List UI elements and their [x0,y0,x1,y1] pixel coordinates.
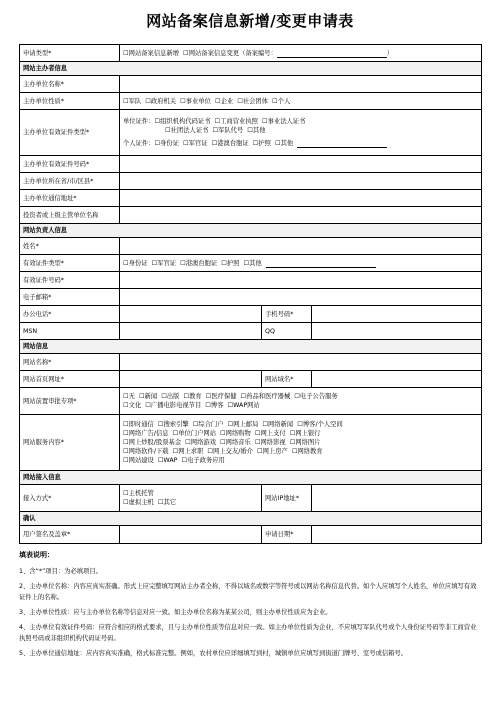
options-access-2 [123,498,258,507]
checkbox-option[interactable]: ☐文化 [123,402,142,409]
field-host-cert-no[interactable] [120,156,482,173]
label-access-mode: 接入方式* [20,485,120,512]
application-form-table [19,44,482,544]
checkbox-option[interactable]: ☐政府机关 [145,97,177,105]
label-site-name: 网站名称* [20,354,120,371]
instruction-item: 3、主办单位性质：应与主办单位名称等信息对应一致。如主办单位名称为某某公司，则主办单位性质应为企业。 [19,609,332,616]
label-investor: 投资者或上级主管单位名称 [20,207,120,224]
checkbox-option[interactable]: ☐社团法人证书 [165,127,209,134]
label-mobile: 手机号码* [262,306,312,323]
instructions-heading: 填表说明： [19,551,54,559]
checkbox-option[interactable]: ☐事业单位 [180,97,211,105]
label-host-region: 主办单位所在省/市/区县* [20,173,120,190]
checkbox-option[interactable]: ☐新闻 [138,393,158,400]
options-host-nature [120,93,482,110]
checkbox-option[interactable]: ☐网上交友/婚介 [207,448,253,455]
checkbox-option[interactable]: ☐教育 [183,393,202,400]
checkbox-option[interactable]: ☐工商营业执照 [214,118,258,125]
checkbox-option[interactable]: ☐护照 [252,140,271,147]
field-owner-email[interactable] [120,289,482,306]
label-site-domain: 网站域名* [262,371,312,388]
checkbox-option[interactable]: ☐其它 [157,499,177,506]
checkbox-option[interactable]: ☐无 [123,393,135,400]
checkbox-option[interactable]: ☐搜索引擎 [157,421,189,428]
label-owner-cert-no: 有效证件号码* [20,272,120,289]
checkbox-option[interactable]: ☐网络游戏 [185,439,216,446]
checkbox-option[interactable]: ☐网站建设 [123,457,154,464]
unit-cert-label: 单位证件： [123,118,155,125]
person-cert-label: 个人证件： [123,140,155,147]
field-msn[interactable] [120,323,262,340]
form-title: 网站备案信息新增/变更申请表 [146,12,354,30]
checkbox-option[interactable]: ☐网上炒股/股票基金 [123,439,182,446]
paren-close: ） [386,49,394,57]
checkbox-option[interactable]: ☐WAP网站 [227,402,260,409]
section-confirm: 确认 [20,512,482,526]
label-apply-type: 申请类型* [20,45,120,62]
field-host-name[interactable] [120,76,482,93]
instructions [19,550,481,663]
label-ip-addr: 网站IP地址* [262,485,312,512]
checkbox-option[interactable]: ☐港澳台胞证 [180,259,218,267]
options-service-1 [123,420,478,429]
checkbox-option[interactable]: ☐港澳台胞证 [211,140,249,147]
checkbox-option[interactable]: ☐组织机构代码证书 [154,118,211,125]
checkbox-option[interactable]: ☐身份证 [154,140,180,147]
options-service-4 [123,447,478,456]
label-msn: MSN [20,323,120,340]
checkbox-option[interactable]: ☐出版 [161,393,180,400]
checkbox-option[interactable]: ☐网上求职 [172,448,204,455]
checkbox-option[interactable]: ☐其他 [247,127,266,134]
row-apply-type [20,45,482,62]
checkbox-option[interactable]: ☐主机托管 [123,490,154,497]
checkbox-option[interactable]: ☐其他 [274,140,294,147]
field-owner-cert-no[interactable] [120,272,482,289]
label-owner-cert-type: 有效证件类型* [20,255,120,272]
label-host-cert-no: 主办单位有效证件号码* [20,156,120,173]
checkbox[interactable]: ☐ [183,49,189,57]
field-site-name[interactable] [120,354,482,371]
checkbox-option[interactable]: ☐身份证 [123,259,148,267]
checkbox-option[interactable]: ☐事业法人证书 [261,118,306,125]
options-access-1 [123,489,258,498]
checkbox-option[interactable]: ☐网络新闻 [262,421,294,428]
checkbox-option[interactable]: ☐电子公告服务 [294,393,338,400]
owner-other-cert-field[interactable] [266,261,376,268]
field-host-address[interactable] [120,190,482,207]
label-pre-approval: 网站前置审批专项* [20,388,120,415]
checkbox-option[interactable]: ☐WAP [157,457,178,464]
checkbox-option[interactable]: ☐虚拟主机 [123,499,154,506]
label-owner-email: 电子邮箱* [20,289,120,306]
options-service-3 [123,438,478,447]
checkbox-option[interactable]: ☐网上房产 [256,448,288,455]
options-unit-cert-1 [154,118,309,125]
checkbox-option[interactable]: ☐社会团体 [237,97,269,105]
field-ip-addr[interactable] [312,485,482,512]
checkbox-option[interactable]: ☐网络广告/信息 [123,430,169,437]
options-person-cert [154,140,297,147]
instruction-item: 1、含“*”项目：为必填项目。 [19,568,102,575]
label-host-address: 主办单位通信地址* [20,190,120,207]
field-owner-name[interactable] [120,238,482,255]
checkbox-option[interactable]: ☐网上邮局 [227,421,259,428]
instruction-item: 5、主办单位通信地址：应内容真实准确，格式标准完整。例如，农村单位应详细填写到村，城镇单位应填写到街道门牌号、室号或信箱号。 [19,650,408,657]
checkbox-option[interactable]: ☐个人 [272,97,291,105]
checkbox-option[interactable]: ☐网络购物 [220,430,251,437]
instruction-item: 4、主办单位有效证件号码：应符合相应的格式要求，且与主办单位性质等信息对应一致。如主办单位性质为企业，不应填写军队代号或个人身份证号码等非工商营业执照号码或非组织机构代码证号码。 [19,624,477,642]
field-qq[interactable] [312,323,482,340]
instruction-item: 2、主办单位名称：内容应真实准确。形式上应完整填写网站主办者全称，不得以域名或数字等符号或以网站名称信息代替。如个人应填写个人姓名，单位应填写有效证件上的名称。 [19,583,477,601]
field-site-home[interactable] [120,371,262,388]
label-host-cert-type: 主办单位有效证件类型* [20,110,120,156]
checkbox-option[interactable]: ☐博客/个人空间 [297,421,343,428]
label-host-name: 主办单位名称* [20,76,120,93]
field-apply-date[interactable] [312,526,482,544]
option-add: 网站备案信息新增 [128,49,180,57]
checkbox-option[interactable]: ☐军官证 [183,140,208,147]
field-host-region[interactable] [120,173,482,190]
section-access: 网站接入信息 [20,471,482,485]
label-apply-date: 申请日期* [262,526,312,544]
options-owner-cert [123,260,266,267]
checkbox[interactable]: ☐ [123,49,129,57]
section-site: 网站信息 [20,340,482,354]
label-qq: QQ [262,323,312,340]
options-service-5 [123,456,478,465]
section-owner: 网站负责人信息 [20,224,482,238]
checkbox-option[interactable]: ☐单位门户网站 [172,430,216,437]
checkbox-option[interactable]: ☐其他 [243,259,262,267]
checkbox-option[interactable]: ☐博客 [205,402,224,409]
record-number-field[interactable] [277,51,387,58]
field-signature[interactable] [120,526,262,544]
options-unit-cert-2 [165,127,270,134]
checkbox-option[interactable]: ☐护照 [221,259,240,267]
section-host: 网站主办者信息 [20,62,482,76]
label-site-home: 网站首页网址* [20,371,120,388]
options-pre-approval-2 [123,401,478,410]
checkbox-option[interactable]: ☐即时通信 [123,421,154,428]
checkbox-option[interactable]: ☐网络教育 [291,448,323,455]
checkbox-option[interactable]: ☐电子政务应用 [181,457,225,464]
checkbox-option[interactable]: ☐军队代号 [212,127,244,134]
field-site-domain[interactable] [312,371,482,388]
checkbox-option[interactable]: ☐网络图片 [289,439,321,446]
label-owner-name: 姓名* [20,238,120,255]
checkbox-option[interactable]: ☐网络软件/下载 [123,448,169,455]
checkbox-option[interactable]: ☐军队 [123,97,142,105]
label-host-nature: 主办单位性质* [20,93,120,110]
label-service: 网站服务内容* [20,415,120,471]
option-change: 网站备案信息变更（备案编号： [188,49,277,57]
checkbox-option[interactable]: ☐网上银行 [289,430,321,437]
checkbox-option[interactable]: ☐医疗保健 [205,393,237,400]
field-office-phone[interactable] [120,306,262,323]
checkbox-option[interactable]: ☐综合门户 [192,421,224,428]
checkbox-option[interactable]: ☐网络音乐 [220,439,251,446]
checkbox-option[interactable]: ☐网络影视 [254,439,286,446]
other-cert-field[interactable] [297,141,387,148]
checkbox-option[interactable]: ☐广播电影电视节目 [145,402,202,409]
label-office-phone: 办公电话* [20,306,120,323]
options-service-2 [123,429,478,438]
label-signature: 用户签名及盖章* [20,526,120,544]
field-investor[interactable] [120,207,482,224]
options-pre-approval-1 [123,392,478,401]
checkbox-option[interactable]: ☐药品和医疗器械 [240,393,291,400]
field-mobile[interactable] [312,306,482,323]
checkbox-option[interactable]: ☐企业 [214,97,234,105]
checkbox-option[interactable]: ☐网上支付 [254,430,286,437]
checkbox-option[interactable]: ☐军官证 [151,259,177,267]
